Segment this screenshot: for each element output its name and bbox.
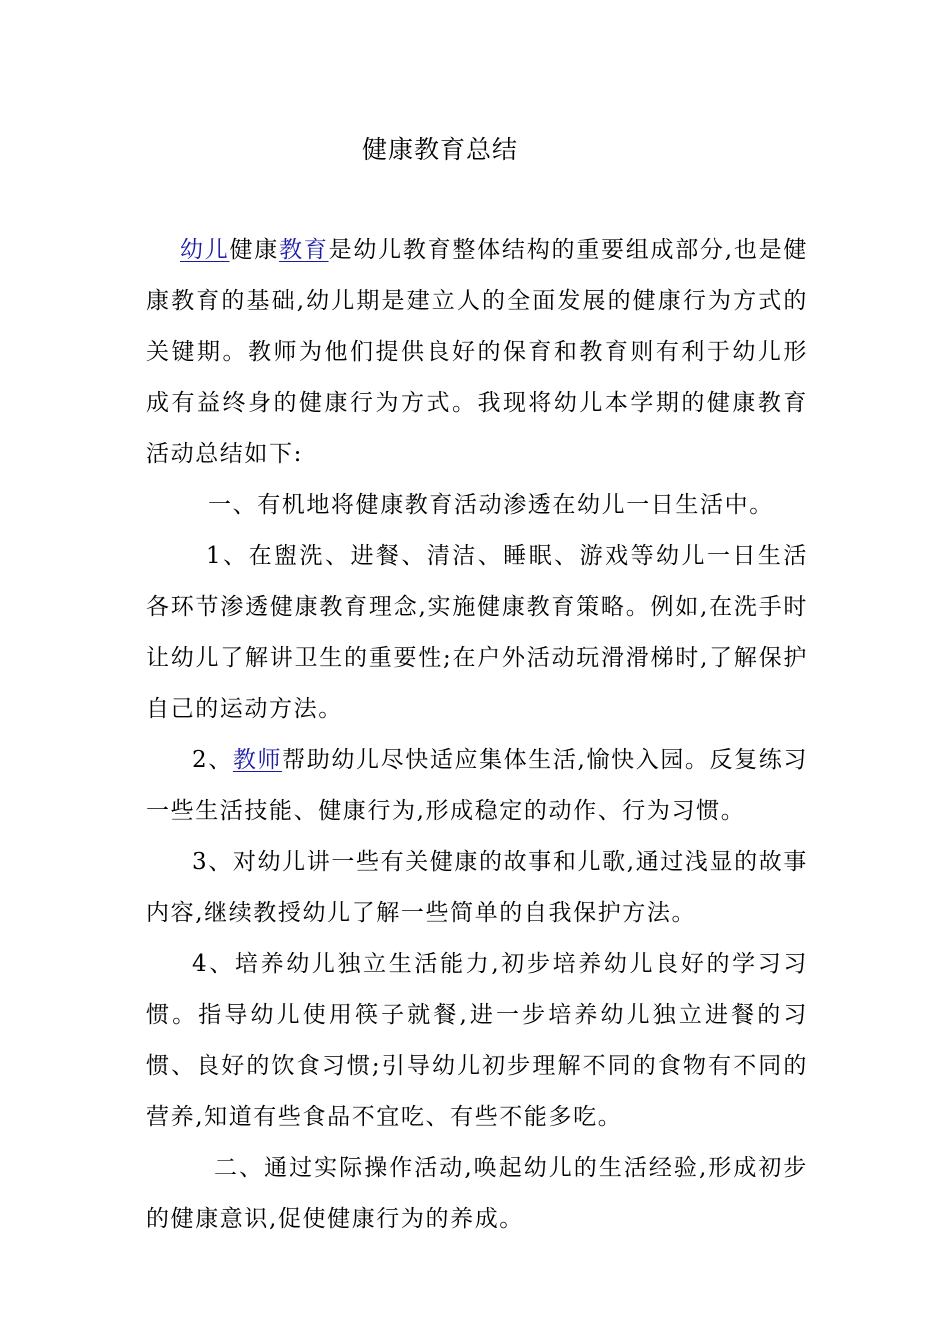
document-title: 健康教育总结 <box>361 135 518 164</box>
intro-text-2: 是幼儿教育整体结构的重要组成部分,也是健康教育的基础,幼儿期是建立人的全面发展的健康行为方式的关键期。教师为他们提供良好的保育和教育则有利于幼儿形成有益终身的健康行为方式。我现将幼儿本学期的健康教育活动总结如下: <box>146 237 809 467</box>
item-2-paragraph <box>146 735 808 837</box>
section-1-heading: 一、有机地将健康教育活动渗透在幼儿一日生活中。 <box>208 492 774 518</box>
section-2-heading: 二、通过实际操作活动,唤起幼儿的生活经验,形成初步的健康意识,促使健康行为的养成。 <box>146 1155 808 1232</box>
item-4-paragraph: 4、培养幼儿独立生活能力,初步培养幼儿良好的学习习惯。指导幼儿使用筷子就餐,进一步培养幼儿独立进餐的习惯、良好的饮食习惯;引导幼儿初步理解不同的食物有不同的营养,知道有些食品不宜吃、有些不能多吃。 <box>146 951 808 1130</box>
item-3-paragraph: 3、对幼儿讲一些有关健康的故事和儿歌,通过浅显的故事内容,继续教授幼儿了解一些简单的自我保护方法。 <box>146 849 808 926</box>
intro-paragraph <box>146 225 808 480</box>
item-1-paragraph: 1、在盥洗、进餐、清洁、睡眠、游戏等幼儿一日生活各环节渗透健康教育理念,实施健康教育策略。例如,在洗手时让幼儿了解讲卫生的重要性;在户外活动玩滑滑梯时,了解保护自己的运动方法。 <box>146 543 808 722</box>
item-2-prefix: 2、 <box>192 747 233 773</box>
link-jiaoshi[interactable]: 教师 <box>232 747 283 773</box>
intro-text-1: 健康 <box>229 237 280 263</box>
item-2-text: 帮助幼儿尽快适应集体生活,愉快入园。反复练习一些生活技能、健康行为,形成稳定的动作、行为习惯。 <box>146 747 809 824</box>
document-body <box>146 225 808 1245</box>
link-youer[interactable]: 幼儿 <box>180 237 230 263</box>
link-jiaoyu[interactable]: 教育 <box>279 237 329 263</box>
